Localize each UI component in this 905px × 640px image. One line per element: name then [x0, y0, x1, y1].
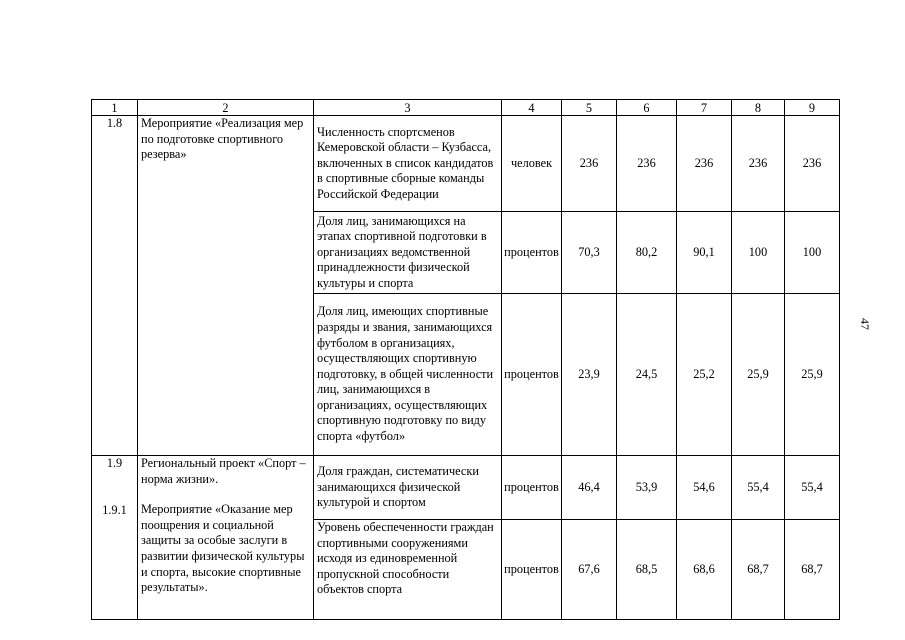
column-header: 3: [314, 100, 502, 116]
header-row: [92, 100, 840, 116]
event-cell: [138, 456, 314, 620]
indicator-value: 54,6: [677, 456, 732, 520]
event-name: Мероприятие «Реализация мер по подготовке спортивного резерва»: [138, 116, 314, 456]
indicator-value: 100: [732, 212, 785, 294]
row-number: 1.8: [92, 116, 138, 456]
subrow-number: 1.9.1: [102, 502, 127, 517]
indicator-unit: процентов: [502, 212, 562, 294]
indicator-value: 25,2: [677, 294, 732, 456]
indicator-text: Доля граждан, систематически занимающихся физической культурой и спортом: [314, 456, 502, 520]
indicator-value: 55,4: [785, 456, 840, 520]
indicator-text: Доля лиц, занимающихся на этапах спортивной подготовки в организациях ведомственной принадлежности физической культуры и спорта: [314, 212, 502, 294]
indicator-value: 67,6: [562, 520, 617, 620]
indicator-value: 236: [677, 116, 732, 212]
indicators-table: [91, 99, 840, 620]
column-header: 5: [562, 100, 617, 116]
column-header: 2: [138, 100, 314, 116]
indicator-value: 68,7: [785, 520, 840, 620]
row-number: 1.9: [106, 456, 123, 470]
indicator-value: 100: [785, 212, 840, 294]
indicator-unit: процентов: [502, 294, 562, 456]
indicator-text: Доля лиц, имеющих спортивные разряды и звания, занимающихся футболом в организациях, осуществляющих спортивную подготовку, в общей численности лиц, занимающихся в организациях, осуществляющих спортивную подготовку по виду спорта «футбол»: [314, 294, 502, 456]
table-row: [92, 116, 840, 212]
indicator-value: 68,7: [732, 520, 785, 620]
indicator-value: 236: [732, 116, 785, 212]
indicator-value: 24,5: [617, 294, 677, 456]
indicator-text: Уровень обеспеченности граждан спортивными сооружениями исходя из единовременной пропускной способности объектов спорта: [314, 520, 502, 620]
indicator-value: 55,4: [732, 456, 785, 520]
column-header: 4: [502, 100, 562, 116]
column-header: 6: [617, 100, 677, 116]
indicator-value: 46,4: [562, 456, 617, 520]
indicator-value: 68,5: [617, 520, 677, 620]
indicator-value: 80,2: [617, 212, 677, 294]
indicator-value: 236: [562, 116, 617, 212]
column-header: 8: [732, 100, 785, 116]
indicator-value: 25,9: [785, 294, 840, 456]
table-row: [92, 456, 840, 520]
page-number: 47: [858, 318, 872, 330]
event-name: Мероприятие «Оказание мер поощрения и социальной защиты за особые заслуги в развитии физической культуры и спорта, высокие спортивные результаты».: [141, 502, 305, 595]
indicator-value: 236: [617, 116, 677, 212]
indicator-unit: человек: [502, 116, 562, 212]
indicator-value: 90,1: [677, 212, 732, 294]
indicator-value: 53,9: [617, 456, 677, 520]
indicator-value: 23,9: [562, 294, 617, 456]
column-header: 9: [785, 100, 840, 116]
row-number-cell: [92, 456, 138, 620]
indicator-value: 70,3: [562, 212, 617, 294]
indicator-value: 236: [785, 116, 840, 212]
indicator-value: 68,6: [677, 520, 732, 620]
column-header: 7: [677, 100, 732, 116]
indicator-text: Численность спортсменов Кемеровской области – Кузбасса, включенных в список кандидатов в спортивные сборные команды Российской Федерации: [314, 116, 502, 212]
indicator-unit: процентов: [502, 456, 562, 520]
indicator-value: 25,9: [732, 294, 785, 456]
project-name: Региональный проект «Спорт – норма жизни».: [141, 456, 306, 486]
indicator-unit: процентов: [502, 520, 562, 620]
column-header: 1: [92, 100, 138, 116]
